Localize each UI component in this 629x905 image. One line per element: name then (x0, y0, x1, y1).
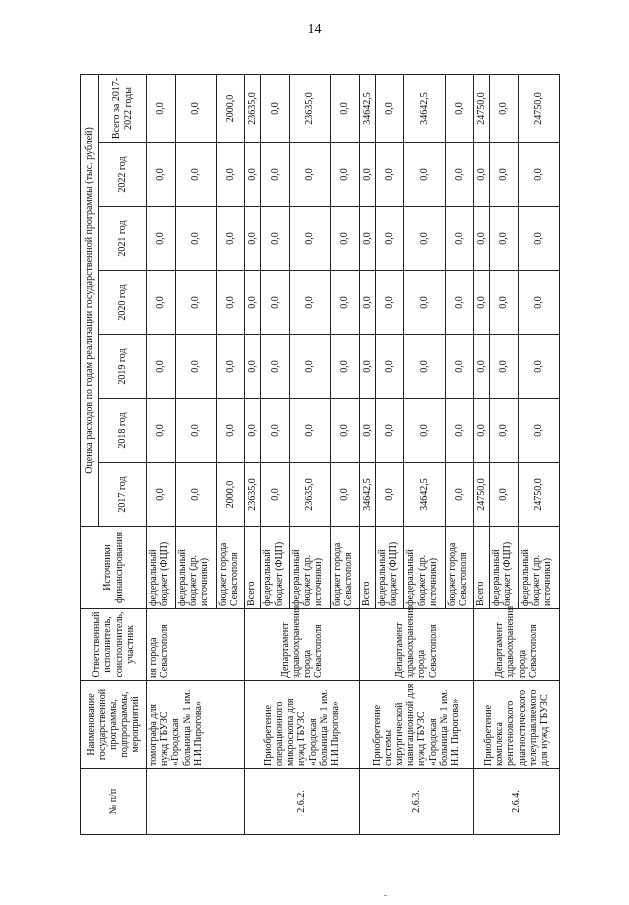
header-total: Всего за 2017-2022 годы (99, 74, 147, 142)
table-row (245, 74, 261, 834)
value: 23635,0 (289, 74, 330, 142)
source: бюджет города Севастополя (445, 527, 474, 609)
value: 0,0 (175, 143, 216, 207)
value: 0,0 (216, 399, 245, 463)
value: 0,0 (216, 207, 245, 271)
value: 24750,0 (518, 74, 559, 142)
header-responsible: Ответственный исполнитель, соисполнитель, участник (81, 609, 147, 681)
value: 0,0 (289, 335, 330, 399)
value: 0,0 (490, 463, 519, 527)
value: 0,0 (375, 207, 404, 271)
row-num: 2.6.4. (474, 769, 560, 835)
value: 0,0 (474, 271, 490, 335)
value: 0,0 (404, 207, 445, 271)
table-row (359, 74, 375, 834)
value: 0,0 (261, 271, 290, 335)
header-year: 2018 год (99, 399, 147, 463)
source: федеральный бюджет (ФЦП) (147, 527, 176, 609)
rotated-table-container (80, 75, 560, 835)
value: 0,0 (175, 399, 216, 463)
value: 0,0 (375, 74, 404, 142)
value: 0,0 (261, 207, 290, 271)
value: 0,0 (404, 335, 445, 399)
value: 0,0 (331, 271, 360, 335)
value: 0,0 (375, 271, 404, 335)
value: 34642,5 (359, 463, 375, 527)
value: 0,0 (175, 74, 216, 142)
source: Всего (245, 527, 261, 609)
source: бюджет города Севастополя (331, 527, 360, 609)
value: 0,0 (518, 207, 559, 271)
value: 0,0 (474, 143, 490, 207)
value: 0,0 (216, 143, 245, 207)
header-name: Наименование государственной программы, подпрограммы, мероприятий (81, 681, 147, 769)
value: 0,0 (289, 207, 330, 271)
header-estimate: Оценка расходов по годам реализации государственной программы (тыс. рублей) (81, 74, 99, 526)
value: 0,0 (404, 143, 445, 207)
source: федеральный бюджет (др. источники) (518, 527, 559, 609)
measure-name: Приобретение системы хирургической навигационной для нужд ГБУЗС «Городская больница № 1 им. Н.И. Пирогова» (359, 681, 473, 769)
value: 0,0 (445, 143, 474, 207)
header-year: 2019 год (99, 335, 147, 399)
header-source: Источники финансирования (81, 527, 147, 609)
value: 0,0 (245, 271, 261, 335)
value: 0,0 (359, 207, 375, 271)
value: 23635,0 (289, 463, 330, 527)
value: 24750,0 (518, 463, 559, 527)
value: 34642,5 (359, 74, 375, 142)
value: 0,0 (216, 335, 245, 399)
page-number: 14 (307, 22, 322, 37)
value: 0,0 (375, 143, 404, 207)
value: 0,0 (245, 399, 261, 463)
value: 0,0 (445, 335, 474, 399)
value: 0,0 (375, 463, 404, 527)
value: 24750,0 (474, 463, 490, 527)
responsible: Департамент здравоохранения города Севастополя (359, 609, 473, 681)
value: 0,0 (445, 271, 474, 335)
value: 0,0 (490, 207, 519, 271)
value: 0,0 (404, 399, 445, 463)
source: Всего (474, 527, 490, 609)
value: 0,0 (445, 207, 474, 271)
finance-table (80, 74, 560, 835)
source: федеральный бюджет (ФЦП) (490, 527, 519, 609)
value: 0,0 (331, 399, 360, 463)
source: федеральный бюджет (др. источники) (404, 527, 445, 609)
value: 0,0 (147, 207, 176, 271)
value: 34642,5 (404, 74, 445, 142)
value: 0,0 (359, 399, 375, 463)
value: 0,0 (245, 207, 261, 271)
source: бюджет города Севастополя (216, 527, 245, 609)
value: 0,0 (518, 399, 559, 463)
value: 0,0 (147, 143, 176, 207)
responsible: ия города Севастополя (147, 609, 245, 681)
source: Всего (359, 527, 375, 609)
value: 0,0 (331, 143, 360, 207)
value: 0,0 (147, 335, 176, 399)
value: 0,0 (518, 143, 559, 207)
value: 0,0 (175, 463, 216, 527)
source: федеральный бюджет (др. источники) (175, 527, 216, 609)
value: 0,0 (445, 463, 474, 527)
value: 0,0 (490, 143, 519, 207)
value: 0,0 (445, 399, 474, 463)
value: 0,0 (518, 271, 559, 335)
value: 0,0 (474, 399, 490, 463)
value: 0,0 (490, 74, 519, 142)
value: 0,0 (216, 271, 245, 335)
value: 0,0 (331, 207, 360, 271)
value: 0,0 (404, 271, 445, 335)
value: 0,0 (245, 143, 261, 207)
value: 0,0 (261, 335, 290, 399)
value: 0,0 (359, 143, 375, 207)
value: 0,0 (289, 399, 330, 463)
source: федеральный бюджет (др. источники) (289, 527, 330, 609)
value: 0,0 (289, 143, 330, 207)
responsible: Департамент здравоохранения города Севастополя (245, 609, 359, 681)
value: 0,0 (474, 335, 490, 399)
value: 0,0 (261, 399, 290, 463)
table-row (147, 74, 176, 834)
value: 0,0 (245, 335, 261, 399)
value: 0,0 (518, 335, 559, 399)
value: 0,0 (445, 74, 474, 142)
table-row (474, 74, 490, 834)
value: 0,0 (375, 335, 404, 399)
value: 0,0 (261, 463, 290, 527)
value: 0,0 (147, 271, 176, 335)
row-num: 2.6.2. (245, 769, 359, 835)
value: 2000,0 (216, 463, 245, 527)
value: 2000,0 (216, 74, 245, 142)
header-year: 2022 год (99, 143, 147, 207)
value: 0,0 (175, 335, 216, 399)
value: 0,0 (261, 74, 290, 142)
value: 0,0 (474, 207, 490, 271)
value: 23635,0 (245, 74, 261, 142)
value: 0,0 (331, 335, 360, 399)
value: 0,0 (490, 335, 519, 399)
value: 0,0 (261, 143, 290, 207)
header-num: № п/п (81, 769, 147, 835)
value: 0,0 (359, 335, 375, 399)
value: 0,0 (331, 463, 360, 527)
scan-mark (384, 895, 387, 896)
measure-name: Приобретение операционного микроскопа для нужд ГБУЗС «Городская больница № 1 им. Н.И.Пирогова» (245, 681, 359, 769)
responsible: Департамент здравоохранения города Севастополя (474, 609, 560, 681)
header-year: 2017 год (99, 463, 147, 527)
header-year: 2020 год (99, 271, 147, 335)
header-year: 2021 год (99, 207, 147, 271)
row-num (147, 769, 245, 835)
value: 0,0 (375, 399, 404, 463)
value: 34642,5 (404, 463, 445, 527)
value: 0,0 (331, 74, 360, 142)
value: 0,0 (490, 399, 519, 463)
value: 0,0 (175, 207, 216, 271)
value: 0,0 (147, 463, 176, 527)
value: 0,0 (289, 271, 330, 335)
measure-name: Приобретение комплекса рентгеновского диагностического телеуправляемого для нужд ГБУЗС (474, 681, 560, 769)
source: федеральный бюджет (ФЦП) (261, 527, 290, 609)
measure-name: томографа для нужд ГБУЗС «Городская больница № 1 им. Н.И.Пирогова» (147, 681, 245, 769)
value: 0,0 (359, 271, 375, 335)
row-num: 2.6.3. (359, 769, 473, 835)
value: 0,0 (147, 399, 176, 463)
value: 0,0 (175, 271, 216, 335)
value: 24750,0 (474, 74, 490, 142)
source: федеральный бюджет (ФЦП) (375, 527, 404, 609)
value: 0,0 (147, 74, 176, 142)
value: 0,0 (490, 271, 519, 335)
value: 23635,0 (245, 463, 261, 527)
